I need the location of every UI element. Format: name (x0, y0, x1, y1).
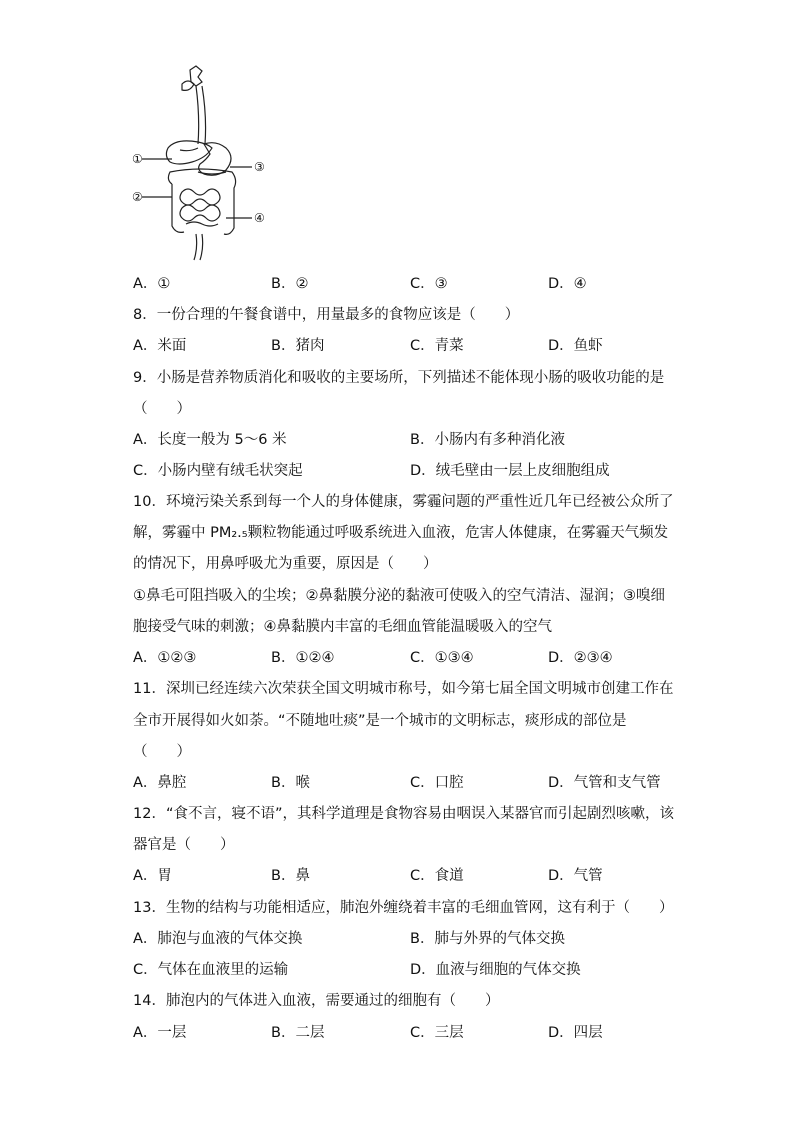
q9-option-d[interactable]: D．绒毛壁由一层上皮细胞组成 (410, 463, 610, 479)
figure-label-2: ② (132, 190, 143, 204)
q13-option-b[interactable]: B．肺与外界的气体交换 (410, 931, 565, 947)
q9-option-b[interactable]: B．小肠内有多种消化液 (410, 432, 565, 448)
q14-stem: 14．肺泡内的气体进入血液，需要通过的细胞有（ ） (133, 993, 500, 1009)
q8-option-c[interactable]: C．青菜 (410, 338, 464, 354)
figure-label-3: ③ (254, 160, 265, 174)
q8-stem: 8．一份合理的午餐食谱中，用量最多的食物应该是（ ） (133, 307, 520, 323)
q12-stem-line2: 器官是（ ） (133, 837, 235, 853)
q13-stem: 13．生物的结构与功能相适应，肺泡外缠绕着丰富的毛细血管网，这有利于（ ） (133, 900, 674, 916)
q13-option-c[interactable]: C．气体在血液里的运输 (133, 962, 289, 978)
q12-option-a[interactable]: A．胃 (133, 868, 172, 884)
q7-option-b[interactable]: B．② (271, 276, 309, 292)
q12-stem-line1: 12．“食不言，寝不语”，其科学道理是食物容易由咽误入某器官而引起剧烈咳嗽，该 (133, 806, 674, 822)
q14-option-d[interactable]: D．四层 (548, 1025, 603, 1041)
q10-option-d[interactable]: D．②③④ (548, 650, 613, 666)
q7-option-c[interactable]: C．③ (410, 276, 448, 292)
q13-option-d[interactable]: D．血液与细胞的气体交换 (410, 962, 581, 978)
q11-option-b[interactable]: B．喉 (271, 775, 310, 791)
q9-stem-line2: （ ） (133, 401, 191, 417)
q10-option-b[interactable]: B．①②④ (271, 650, 335, 666)
q8-option-b[interactable]: B．猪肉 (271, 338, 325, 354)
q11-stem-line3: （ ） (133, 744, 191, 760)
q11-option-c[interactable]: C．口腔 (410, 775, 464, 791)
figure-label-1: ① (132, 152, 143, 166)
q11-option-d[interactable]: D．气管和支气管 (548, 775, 661, 791)
digestive-system-figure (130, 64, 280, 264)
q9-stem-line1: 9．小肠是营养物质消化和吸收的主要场所，下列描述不能体现小肠的吸收功能的是 (133, 370, 665, 386)
q8-option-a[interactable]: A．米面 (133, 338, 187, 354)
q13-option-a[interactable]: A．肺泡与血液的气体交换 (133, 931, 303, 947)
q12-option-b[interactable]: B．鼻 (271, 868, 310, 884)
q10-option-a[interactable]: A．①②③ (133, 650, 197, 666)
q9-option-a[interactable]: A．长度一般为 5～6 米 (133, 432, 287, 448)
q10-stem-line1: 10．环境污染关系到每一个人的身体健康，雾霾问题的严重性近几年已经被公众所了 (133, 494, 674, 510)
q14-option-a[interactable]: A．一层 (133, 1025, 187, 1041)
figure-label-4: ④ (254, 211, 265, 225)
q10-detail-line2: 胞接受气味的刺激；④鼻黏膜内丰富的毛细血管能温暖吸入的空气 (133, 619, 552, 635)
q14-option-c[interactable]: C．三层 (410, 1025, 464, 1041)
q7-option-d[interactable]: D．④ (548, 276, 587, 292)
q10-stem-line2: 解，雾霾中 PM₂.₅颗粒物能通过呼吸系统进入血液，危害人体健康，在雾霾天气频发 (133, 525, 669, 541)
q9-option-c[interactable]: C．小肠内壁有绒毛状突起 (133, 463, 303, 479)
q10-option-c[interactable]: C．①③④ (410, 650, 474, 666)
q11-stem-line1: 11．深圳已经连续六次荣获全国文明城市称号，如今第七届全国文明城市创建工作在 (133, 681, 674, 697)
q10-detail-line1: ①鼻毛可阻挡吸入的尘埃；②鼻黏膜分泌的黏液可使吸入的空气清洁、湿润；③嗅细 (133, 588, 665, 604)
q11-option-a[interactable]: A．鼻腔 (133, 775, 187, 791)
q10-stem-line3: 的情况下，用鼻呼吸尤为重要，原因是（ ） (133, 556, 438, 572)
q8-option-d[interactable]: D．鱼虾 (548, 338, 603, 354)
q12-option-c[interactable]: C．食道 (410, 868, 464, 884)
q14-option-b[interactable]: B．二层 (271, 1025, 325, 1041)
q7-option-a[interactable]: A．① (133, 276, 171, 292)
q11-stem-line2: 全市开展得如火如荼。“不随地吐痰”是一个城市的文明标志，痰形成的部位是 (133, 713, 627, 729)
q12-option-d[interactable]: D．气管 (548, 868, 603, 884)
mouth-part (190, 66, 202, 86)
